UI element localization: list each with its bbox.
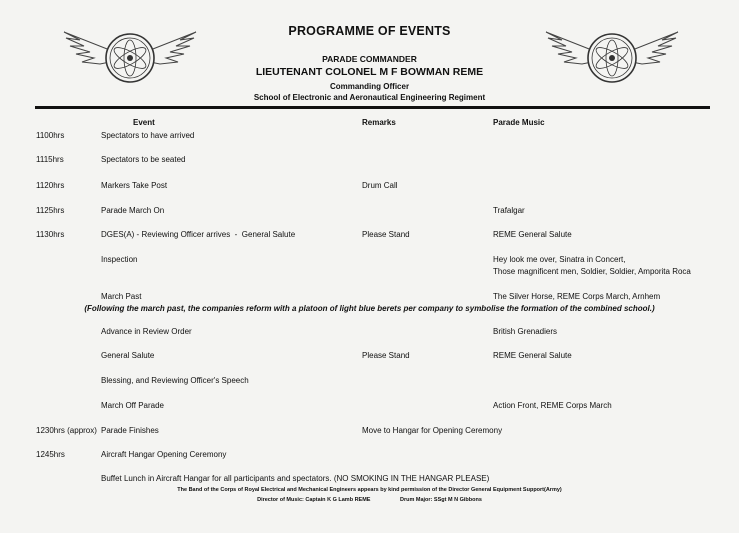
commander-heading: PARADE COMMANDER — [322, 54, 417, 64]
row-event: Spectators to have arrived — [101, 131, 195, 140]
regiment-name: School of Electronic and Aeronautical Engineering Regiment — [253, 93, 486, 102]
row-time: 1115hrs — [36, 155, 64, 164]
row-time: 1130hrs — [36, 230, 65, 239]
row-event: Inspection — [101, 255, 138, 264]
march-past-note: (Following the march past, the companies reform with a platoon of light blue berets per company to symbolise the formation of the combined school.) — [84, 304, 655, 313]
row-music-continued: Those magnificent men, Soldier, Soldier, Amporita Roca — [493, 267, 691, 276]
row-music: Action Front, REME Corps March — [493, 401, 612, 410]
row-time: 1100hrs — [36, 131, 65, 140]
band-permission-note: The Band of the Corps of Royal Electrical and Mechanical Engineers appears by kind permission of the Director General Equipment Support(Army) — [177, 487, 562, 493]
row-remarks: Please Stand — [362, 351, 410, 360]
row-event: Parade Finishes — [101, 426, 159, 435]
header-divider — [35, 106, 710, 109]
row-event: Markers Take Post — [101, 181, 168, 190]
director-of-music: Director of Music: Captain K G Lamb REME — [257, 497, 371, 503]
page-title: PROGRAMME OF EVENTS — [288, 24, 451, 38]
row-event: Spectators to be seated — [101, 155, 186, 164]
row-time: 1245hrs — [36, 450, 65, 459]
row-music: The Silver Horse, REME Corps March, Arnhem — [493, 292, 661, 301]
row-music: Trafalgar — [493, 206, 525, 215]
row-event: Parade March On — [101, 206, 165, 215]
drum-major: Drum Major: SSgt M N Gibbons — [400, 497, 482, 503]
row-event: March Past — [101, 292, 142, 301]
row-remarks: Please Stand — [362, 230, 410, 239]
row-event: March Off Parade — [101, 401, 164, 410]
commander-role: Commanding Officer — [329, 82, 410, 91]
music-column-header: Parade Music — [493, 118, 545, 127]
remarks-column-header: Remarks — [362, 118, 396, 127]
row-music: REME General Salute — [493, 351, 572, 360]
row-remarks: Move to Hangar for Opening Ceremony — [362, 426, 503, 435]
row-time: 1120hrs — [36, 181, 65, 190]
row-time: 1230hrs (approx) — [36, 426, 97, 435]
row-event: Aircraft Hangar Opening Ceremony — [101, 450, 227, 459]
row-event: Advance in Review Order — [101, 327, 192, 336]
band-credits — [0, 497, 739, 503]
row-event: DGES(A) - Reviewing Officer arrives - General Salute — [101, 230, 296, 239]
row-event: Blessing, and Reviewing Officer's Speech — [101, 376, 249, 385]
event-column-header: Event — [133, 118, 155, 127]
buffet-notice: Buffet Lunch in Aircraft Hangar for all participants and spectators. (NO SMOKING IN THE HANGAR PLEASE) — [101, 474, 490, 483]
row-time: 1125hrs — [36, 206, 65, 215]
row-music: REME General Salute — [493, 230, 572, 239]
commander-name: LIEUTENANT COLONEL M F BOWMAN REME — [255, 66, 484, 78]
row-remarks: Drum Call — [362, 181, 398, 190]
row-music: Hey look me over, Sinatra in Concert, — [493, 255, 626, 264]
row-music: British Grenadiers — [493, 327, 558, 336]
row-event: General Salute — [101, 351, 155, 360]
